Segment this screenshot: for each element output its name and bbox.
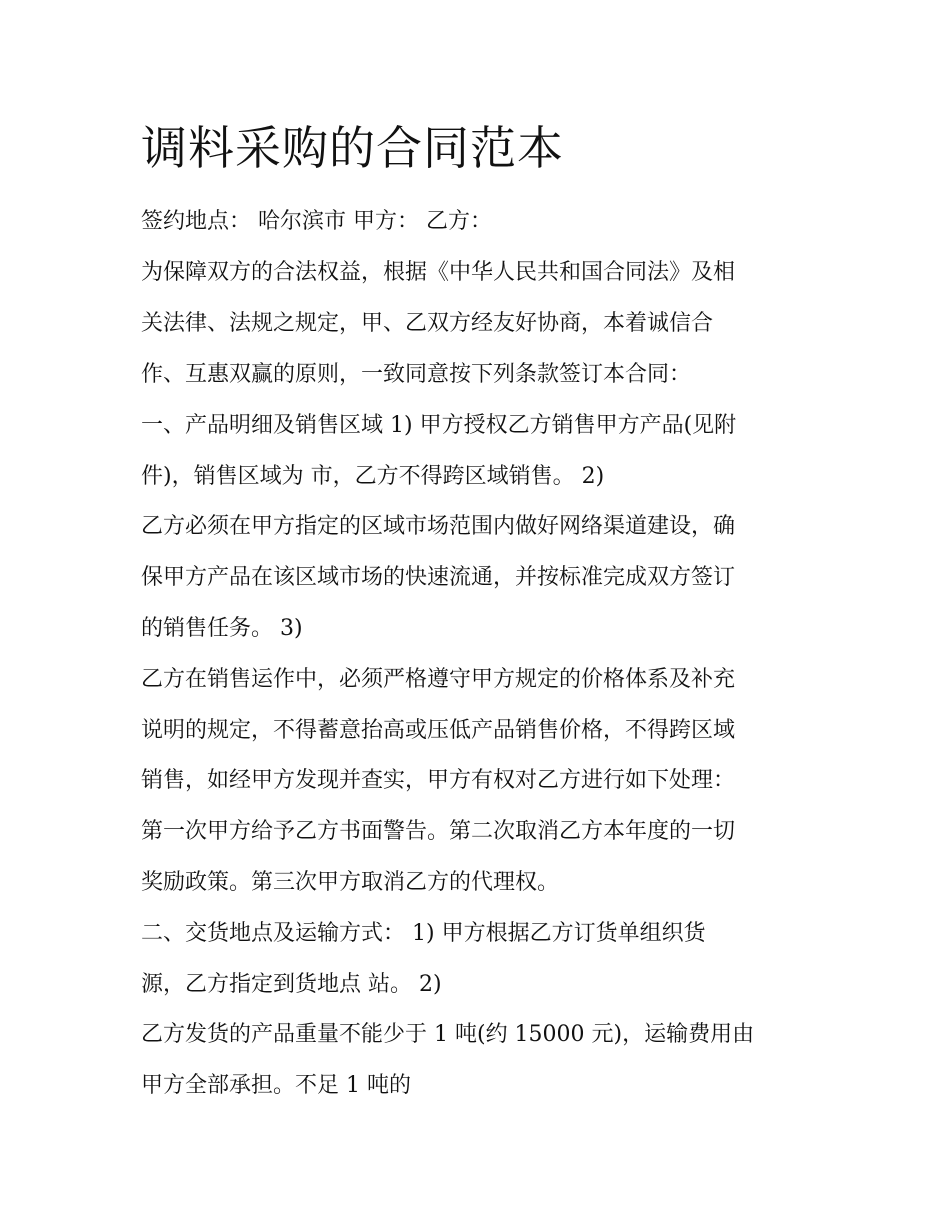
document-line: 件)，销售区域为 市，乙方不得跨区域销售。 2) <box>141 464 605 489</box>
document-line: 签约地点： 哈尔滨市 甲方： 乙方： <box>141 209 492 234</box>
document-line: 保甲方产品在该区域市场的快速流通，并按标准完成双方签订 <box>141 565 736 590</box>
document-line: 乙方必须在甲方指定的区域市场范围内做好网络渠道建设，确 <box>141 514 736 539</box>
document-line: 乙方发货的产品重量不能少于 1 吨(约 15000 元)，运输费用由 <box>141 1022 755 1047</box>
document-line: 第一次甲方给予乙方书面警告。第二次取消乙方本年度的一切 <box>141 819 736 844</box>
document-line: 源，乙方指定到货地点 站。 2) <box>141 972 442 997</box>
document-line: 二、交货地点及运输方式： 1) 甲方根据乙方订货单组织货 <box>141 921 706 946</box>
document-line: 奖励政策。第三次甲方取消乙方的代理权。 <box>141 870 560 895</box>
document-line: 为保障双方的合法权益，根据《中华人民共和国合同法》及相 <box>141 260 736 285</box>
document-line: 作、互惠双赢的原则，一致同意按下列条款签订本合同： <box>141 362 692 387</box>
document-line: 甲方全部承担。不足 1 吨的 <box>141 1073 411 1098</box>
document-line: 说明的规定，不得蓄意抬高或压低产品销售价格，不得跨区域 <box>141 718 736 743</box>
document-line: 一、产品明细及销售区域 1) 甲方授权乙方销售甲方产品(见附 <box>141 413 737 438</box>
document-line: 的销售任务。 3) <box>141 616 303 641</box>
document-title: 调料采购的合同范本 <box>141 121 564 175</box>
document-line: 乙方在销售运作中，必须严格遵守甲方规定的价格体系及补充 <box>141 667 736 692</box>
document-line: 销售，如经甲方发现并查实，甲方有权对乙方进行如下处理： <box>141 768 736 793</box>
document-line: 关法律、法规之规定，甲、乙双方经友好协商，本着诚信合 <box>141 311 714 336</box>
